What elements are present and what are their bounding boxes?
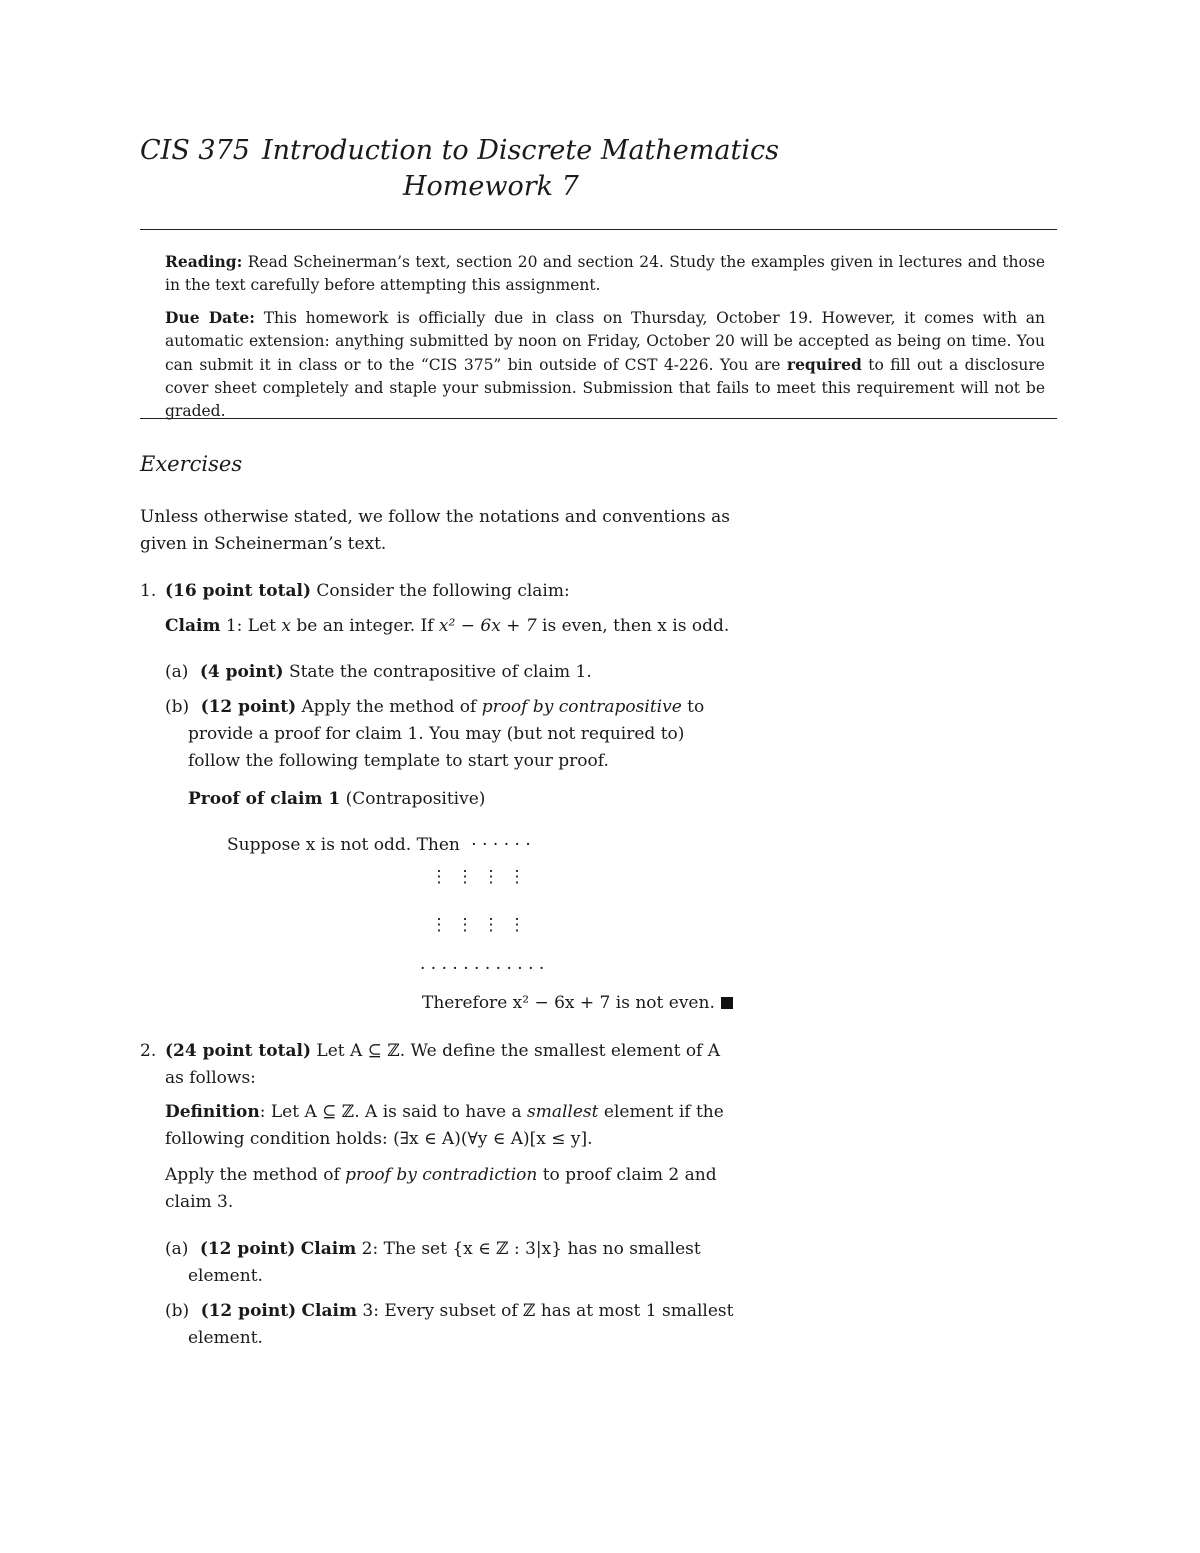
vdots-row-2: ⋮ ⋮ ⋮ ⋮ (430, 915, 526, 935)
exercises-intro: Unless otherwise stated, we follow the notations and conventions as given in Scheinerman’s text. (140, 507, 730, 554)
suppose-dots: · · · · · · (471, 835, 531, 855)
q2b-label: (b) (165, 1301, 190, 1321)
proof-suppose (227, 832, 531, 859)
definition-text-2: element if the following condition holds: (∃x ∈ A)(∀y ∈ A)[x ≤ y]. (165, 1102, 724, 1149)
course-title: Introduction to Discrete Mathematics (262, 135, 779, 166)
q2b-claim: Claim (301, 1301, 357, 1321)
proof-hdots: · · · · · · · · · · · · (420, 959, 545, 979)
info-block (165, 250, 1045, 432)
q1b-method: proof by contrapositive (481, 697, 682, 717)
exercises-heading: Exercises (140, 452, 243, 476)
q1a-points: (4 point) (199, 662, 284, 682)
q2-apply (165, 1162, 740, 1216)
q1b-label: (b) (165, 697, 190, 717)
due-date-paragraph (165, 306, 1045, 423)
q2-points: (24 point total) (165, 1041, 311, 1061)
bottom-rule (140, 418, 1057, 419)
apply-text-1: Apply the method of (165, 1165, 346, 1185)
q1a-text: State the contrapositive of claim 1. (283, 662, 592, 682)
q2b-text: 3: Every subset of ℤ has at most 1 smallest element. (188, 1301, 734, 1348)
due-date-required: required (786, 355, 862, 374)
q2a-claim: Claim (300, 1239, 357, 1259)
q2-number: 2. (140, 1041, 157, 1061)
suppose-text: Suppose x is not odd. Then (227, 835, 460, 855)
due-date-text-1: This homework is officially due in class on Thursday, October 19. However, it comes with an automatic extension: anything submitted by noon on Friday, October 20 will be accepted as being on time. You can submit it in class or to the “CIS 375” bin outside of CST 4-226. You are (165, 309, 1045, 374)
q1-part-b (165, 694, 740, 775)
definition-smallest: smallest (527, 1102, 599, 1122)
top-rule (140, 229, 1057, 230)
q1b-points: (12 point) (200, 697, 297, 717)
q2-definition (165, 1099, 740, 1153)
definition-text-1: : Let A ⊆ ℤ. A is said to have a (259, 1102, 528, 1122)
proof-therefore (422, 990, 733, 1017)
q2a-points: (12 point) (199, 1239, 296, 1259)
therefore-text: Therefore x² − 6x + 7 is not even. (422, 993, 715, 1013)
reading-text: Read Scheinerman’s text, section 20 and section 24. Study the examples given in lectures and those in the text carefully before attempting this assignment. (165, 253, 1045, 294)
apply-text-2: to proof claim 2 and claim 3. (165, 1165, 717, 1212)
claim-1-label: Claim (165, 616, 221, 636)
q2-part-a (165, 1236, 740, 1290)
claim-1-text-c: is even, then x is odd. (536, 616, 730, 636)
q1b-text-1: Apply the method of (296, 697, 482, 717)
claim-1 (165, 613, 740, 640)
q2a-text: 2: The set {x ∈ ℤ : 3|x} has no smallest element. (188, 1239, 701, 1286)
definition-label: Definition (165, 1102, 260, 1122)
q1-number: 1. (140, 581, 157, 601)
q1a-label: (a) (165, 662, 189, 682)
assignment-title: Homework 7 (403, 171, 579, 202)
qed-square-icon (721, 997, 733, 1009)
q1b-text-2: to provide a proof for claim 1. You may (but not required to) follow the following template to start your proof. (188, 697, 705, 771)
claim-1-text-b: be an integer. If (290, 616, 439, 636)
proof-heading (188, 786, 485, 813)
proof-kind: (Contrapositive) (340, 789, 486, 809)
q1-prompt-text: Consider the following claim: (311, 581, 570, 601)
course-code: CIS 375 (140, 135, 250, 166)
q2-prompt (165, 1038, 740, 1092)
q1-prompt (165, 578, 740, 605)
q2b-points: (12 point) (200, 1301, 297, 1321)
reading-paragraph (165, 250, 1045, 297)
q2-prompt-text: Let A ⊆ ℤ. We define the smallest element of A as follows: (165, 1041, 721, 1088)
apply-method: proof by contradiction (345, 1165, 538, 1185)
q1-part-a (165, 659, 740, 686)
q2a-label: (a) (165, 1239, 189, 1259)
proof-label: Proof of claim 1 (188, 789, 341, 809)
q2-part-b (165, 1298, 740, 1352)
claim-1-expr: x² − 6x + 7 (438, 616, 537, 636)
claim-1-var: x (281, 616, 291, 636)
claim-1-text-a: 1: Let (220, 616, 282, 636)
vdots-row-1: ⋮ ⋮ ⋮ ⋮ (430, 867, 526, 887)
due-date-label: Due Date: (165, 308, 255, 327)
reading-label: Reading: (165, 252, 243, 271)
due-date-text-2: to fill out a disclosure cover sheet completely and staple your submission. Submission that fails to meet this requirement will not be graded. (165, 356, 1045, 420)
q1-points: (16 point total) (165, 581, 311, 601)
